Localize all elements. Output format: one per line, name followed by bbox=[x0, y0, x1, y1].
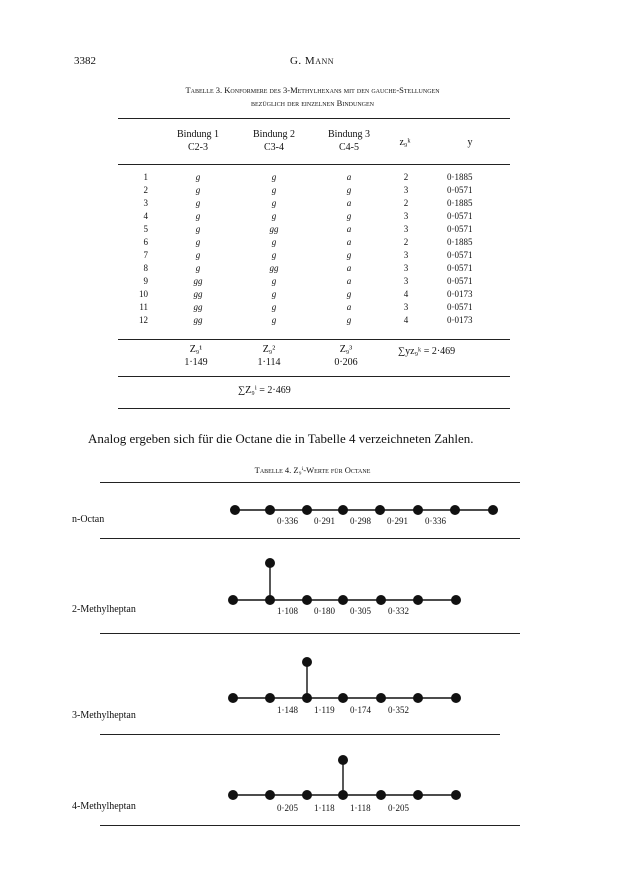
cell-y: 0·1885 bbox=[447, 237, 473, 247]
cell-n: 1 bbox=[143, 172, 148, 182]
bond-z-value: 1·148 bbox=[277, 705, 298, 715]
cell-b1: g bbox=[195, 250, 201, 260]
cell-b2: g bbox=[271, 211, 277, 221]
bond-z-value: 0·305 bbox=[350, 606, 371, 616]
carbon-node bbox=[376, 790, 386, 800]
cell-b2: g bbox=[271, 315, 277, 325]
z3-label: Z₉³ bbox=[339, 344, 353, 355]
cell-y: 0·0571 bbox=[447, 263, 473, 273]
cell-n: 2 bbox=[143, 185, 148, 195]
cell-z: 3 bbox=[403, 250, 409, 260]
molecule-name: 4-Methylheptan bbox=[72, 801, 136, 812]
z2-value: 1·114 bbox=[257, 357, 281, 368]
molecule-name: n-Octan bbox=[72, 514, 105, 525]
cell-n: 8 bbox=[143, 263, 148, 273]
cell-n: 6 bbox=[143, 237, 148, 247]
cell-b3: a bbox=[346, 172, 352, 182]
cell-b3: a bbox=[346, 237, 352, 247]
cell-b1: g bbox=[195, 185, 201, 195]
cell-b2: g bbox=[271, 302, 277, 312]
header-bindung-2-sub: C3-4 bbox=[264, 142, 284, 153]
cell-b3: g bbox=[346, 289, 352, 299]
cell-z: 2 bbox=[403, 198, 409, 208]
molecule-separator-rule bbox=[100, 825, 520, 826]
carbon-node bbox=[265, 505, 275, 515]
cell-z: 3 bbox=[403, 263, 409, 273]
cell-y: 0·0571 bbox=[447, 302, 473, 312]
cell-z: 3 bbox=[403, 211, 409, 221]
carbon-node bbox=[376, 693, 386, 703]
cell-b3: a bbox=[346, 198, 352, 208]
header-bindung-3 bbox=[319, 128, 379, 154]
bond-z-value: 1·118 bbox=[350, 803, 371, 813]
carbon-node bbox=[450, 505, 460, 515]
cell-b3: g bbox=[346, 315, 352, 325]
table3-top-rule bbox=[118, 118, 510, 119]
z2-label: Z₉² bbox=[262, 344, 276, 355]
cell-b3: g bbox=[346, 211, 352, 221]
z1-value: 1·149 bbox=[184, 357, 208, 368]
body-paragraph: Analog ergeben sich für die Octane die in Tabelle 4 verzeichneten Zahlen. bbox=[88, 431, 474, 446]
header-bindung-1-sub: C2-3 bbox=[188, 142, 208, 153]
cell-b1: g bbox=[195, 263, 201, 273]
table4-top-rule bbox=[100, 482, 520, 483]
methyl-carbon-node bbox=[265, 558, 275, 568]
running-header-author: G. Mann bbox=[289, 55, 335, 67]
table3-caption-line1: Tabelle 3. Konformere des 3-Methylhexans mit den gauche-Stellungen bbox=[185, 85, 440, 95]
bond-z-value: 0·332 bbox=[388, 606, 409, 616]
bond-z-value: 1·118 bbox=[314, 803, 335, 813]
bond-z-value: 0·291 bbox=[387, 516, 408, 526]
cell-b2: g bbox=[271, 237, 277, 247]
cell-n: 11 bbox=[139, 302, 148, 312]
cell-y: 0·1885 bbox=[447, 172, 473, 182]
carbon-node bbox=[302, 790, 312, 800]
cell-n: 10 bbox=[139, 289, 148, 299]
carbon-node bbox=[228, 790, 238, 800]
cell-b1: g bbox=[195, 237, 201, 247]
methyl-carbon-node bbox=[338, 755, 348, 765]
table3-header-rule bbox=[118, 164, 510, 165]
table4-caption: Tabelle 4. Z₉ⁱ-Werte für Octane bbox=[254, 465, 371, 475]
bond-z-value: 0·180 bbox=[314, 606, 335, 616]
bond-z-value: 0·298 bbox=[350, 516, 371, 526]
cell-b1: gg bbox=[193, 315, 203, 325]
cell-b1: g bbox=[195, 172, 201, 182]
cell-y: 0·0173 bbox=[447, 289, 473, 299]
table3-caption-line2: bezüglich der einzelnen Bindungen bbox=[250, 98, 375, 108]
cell-y: 0·0571 bbox=[447, 185, 473, 195]
carbon-node bbox=[228, 693, 238, 703]
cell-b1: gg bbox=[193, 276, 203, 286]
header-bindung-2 bbox=[244, 128, 304, 154]
carbon-node bbox=[338, 595, 348, 605]
cell-b2: g bbox=[271, 172, 277, 182]
cell-b1: gg bbox=[193, 302, 203, 312]
cell-n: 3 bbox=[143, 198, 148, 208]
cell-b1: gg bbox=[193, 289, 203, 299]
bond-z-value: 0·336 bbox=[425, 516, 446, 526]
cell-b1: g bbox=[195, 211, 201, 221]
cell-z: 4 bbox=[403, 289, 409, 299]
header-z: z₉ᵏ bbox=[399, 137, 411, 148]
carbon-node bbox=[413, 693, 423, 703]
carbon-node bbox=[302, 595, 312, 605]
bond-z-value: 1·108 bbox=[277, 606, 298, 616]
bond-z-value: 1·119 bbox=[314, 705, 335, 715]
molecule-separator-rule bbox=[100, 538, 520, 539]
cell-b2: g bbox=[271, 276, 277, 286]
molecule-name: 3-Methylheptan bbox=[72, 710, 136, 721]
carbon-node bbox=[451, 790, 461, 800]
cell-z: 3 bbox=[403, 224, 409, 234]
cell-b3: a bbox=[346, 276, 352, 286]
carbon-node bbox=[338, 693, 348, 703]
z1-label: Z₉¹ bbox=[189, 344, 203, 355]
cell-b3: g bbox=[346, 250, 352, 260]
cell-z: 2 bbox=[403, 172, 409, 182]
cell-n: 9 bbox=[143, 276, 148, 286]
carbon-node bbox=[338, 505, 348, 515]
carbon-node bbox=[302, 693, 312, 703]
cell-n: 4 bbox=[143, 211, 148, 221]
cell-n: 5 bbox=[143, 224, 148, 234]
sum-yz: ∑yz₉ᵏ = 2·469 bbox=[398, 346, 456, 357]
carbon-node bbox=[302, 505, 312, 515]
table3-body-rule bbox=[118, 339, 510, 340]
cell-y: 0·0173 bbox=[447, 315, 473, 325]
cell-b2: g bbox=[271, 289, 277, 299]
cell-b2: gg bbox=[269, 224, 279, 234]
cell-n: 12 bbox=[139, 315, 148, 325]
cell-y: 0·0571 bbox=[447, 224, 473, 234]
bond-z-value: 0·205 bbox=[277, 803, 298, 813]
sum-z: ∑Z₉ⁱ = 2·469 bbox=[238, 385, 291, 396]
carbon-node bbox=[375, 505, 385, 515]
carbon-node bbox=[265, 595, 275, 605]
cell-b1: g bbox=[195, 224, 201, 234]
cell-z: 2 bbox=[403, 237, 409, 247]
carbon-node bbox=[230, 505, 240, 515]
cell-b1: g bbox=[195, 198, 201, 208]
header-bindung-1 bbox=[168, 128, 228, 154]
bond-z-value: 0·205 bbox=[388, 803, 409, 813]
cell-y: 0·0571 bbox=[447, 211, 473, 221]
header-bindung-1-label: Bindung 1 bbox=[177, 129, 219, 140]
cell-z: 3 bbox=[403, 276, 409, 286]
carbon-node bbox=[451, 693, 461, 703]
cell-b3: a bbox=[346, 302, 352, 312]
cell-z: 3 bbox=[403, 302, 409, 312]
header-bindung-2-label: Bindung 2 bbox=[253, 129, 295, 140]
cell-b3: a bbox=[346, 263, 352, 273]
cell-z: 3 bbox=[403, 185, 409, 195]
molecule-separator-rule bbox=[100, 633, 520, 634]
carbon-node bbox=[413, 505, 423, 515]
cell-y: 0·1885 bbox=[447, 198, 473, 208]
cell-b2: g bbox=[271, 198, 277, 208]
carbon-node bbox=[265, 693, 275, 703]
cell-y: 0·0571 bbox=[447, 250, 473, 260]
cell-y: 0·0571 bbox=[447, 276, 473, 286]
carbon-node bbox=[228, 595, 238, 605]
carbon-node bbox=[413, 595, 423, 605]
table3-sum-rule bbox=[118, 376, 510, 377]
molecule-name: 2-Methylheptan bbox=[72, 604, 136, 615]
cell-b3: a bbox=[346, 224, 352, 234]
page-number: 3382 bbox=[74, 55, 96, 67]
carbon-node bbox=[413, 790, 423, 800]
z3-value: 0·206 bbox=[334, 357, 358, 368]
carbon-node bbox=[451, 595, 461, 605]
bond-z-value: 0·336 bbox=[277, 516, 298, 526]
header-bindung-3-sub: C4-5 bbox=[339, 142, 359, 153]
cell-b2: gg bbox=[269, 263, 279, 273]
cell-n: 7 bbox=[143, 250, 148, 260]
bond-z-value: 0·174 bbox=[350, 705, 371, 715]
cell-b2: g bbox=[271, 250, 277, 260]
carbon-node bbox=[488, 505, 498, 515]
header-bindung-3-label: Bindung 3 bbox=[328, 129, 370, 140]
molecule-separator-rule bbox=[100, 734, 500, 735]
carbon-node bbox=[376, 595, 386, 605]
cell-b2: g bbox=[271, 185, 277, 195]
cell-z: 4 bbox=[403, 315, 409, 325]
header-y: y bbox=[467, 137, 473, 148]
carbon-node bbox=[338, 790, 348, 800]
table3-bottom-rule bbox=[118, 408, 510, 409]
bond-z-value: 0·291 bbox=[314, 516, 335, 526]
carbon-node bbox=[265, 790, 275, 800]
methyl-carbon-node bbox=[302, 657, 312, 667]
cell-b3: g bbox=[346, 185, 352, 195]
bond-z-value: 0·352 bbox=[388, 705, 409, 715]
